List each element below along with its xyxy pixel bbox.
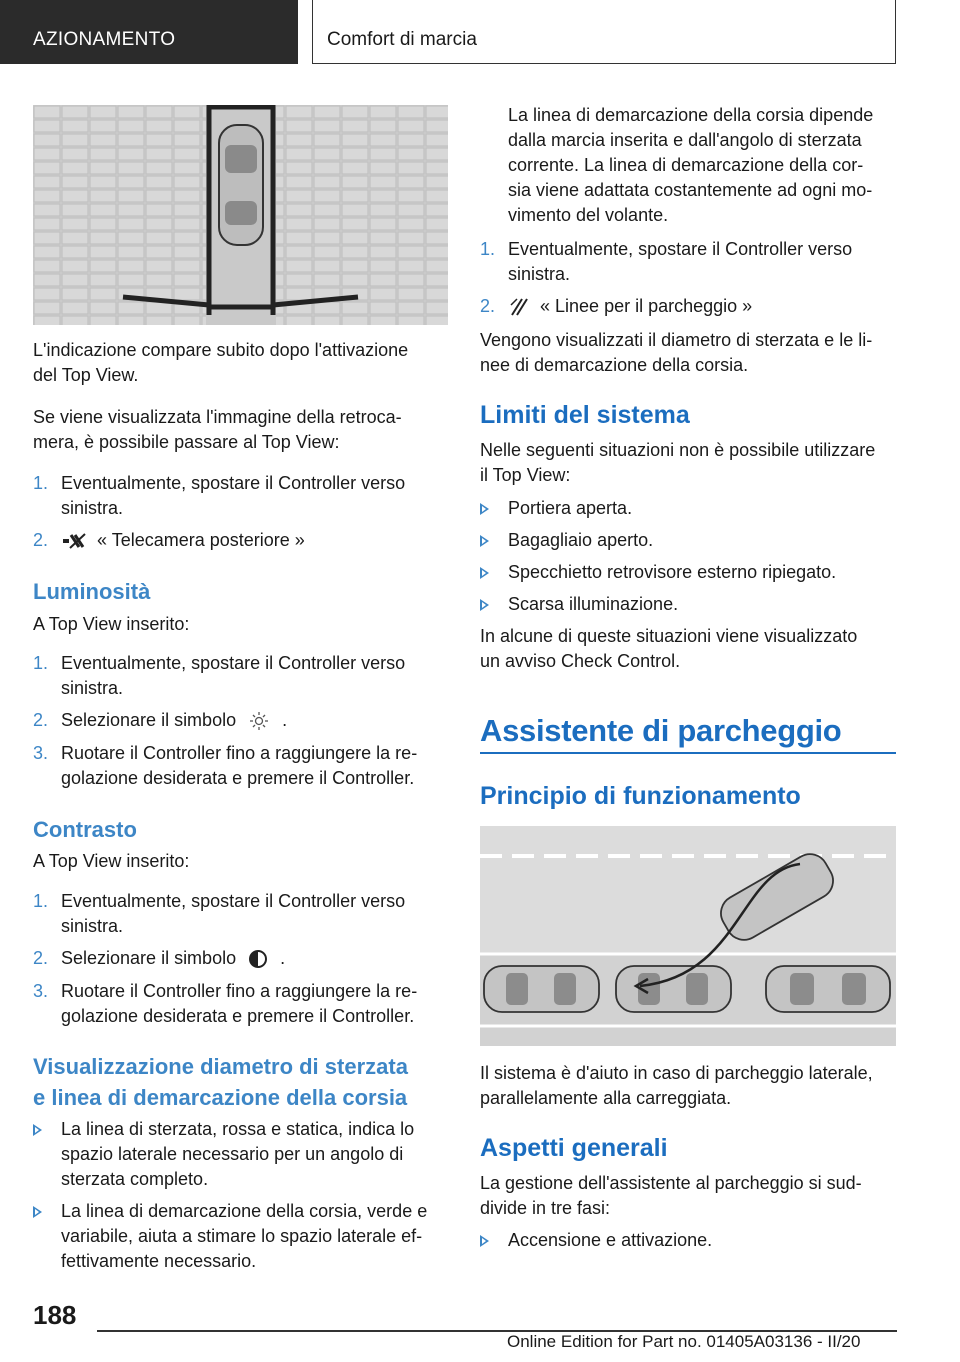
continued-text: La linea di demarcazione della corsia dipende dalla marcia inserita e dall'angolo di sterzata corrente. La linea di demarcazione della cor- sia viene adattata costantemente ad ogni mo- vimento del volante. bbox=[508, 105, 874, 225]
intro-text: Se viene visualizzata l'immagine della retroca- mera, è possibile passare al Top View: bbox=[33, 407, 402, 452]
contrast-icon bbox=[246, 948, 270, 970]
bullet-marker-icon bbox=[480, 1235, 489, 1247]
general-desc: La gestione dell'assistente al parcheggio si sud- divide in tre fasi: bbox=[480, 1173, 862, 1218]
heading-contrast: Contrasto bbox=[33, 817, 137, 842]
bullet-marker-icon bbox=[480, 503, 489, 515]
parallel-parking-diagram bbox=[480, 826, 896, 1046]
heading-general: Aspetti generali bbox=[480, 1134, 668, 1162]
bullet-marker-icon bbox=[480, 599, 489, 611]
heading-principle: Principio di funzionamento bbox=[480, 782, 801, 810]
limits-intro: Nelle seguenti situazioni non è possibile utilizzare il Top View: bbox=[480, 440, 876, 485]
heading-system-limits: Limiti del sistema bbox=[480, 401, 690, 429]
limits-note: In alcune di queste situazioni viene visualizzato un avviso Check Control. bbox=[480, 626, 858, 671]
brightness-intro: A Top View inserito: bbox=[33, 614, 190, 634]
principle-desc: Il sistema è d'aiuto in caso di parcheggio laterale, parallelamente alla carreggiata. bbox=[480, 1063, 873, 1108]
heading-brightness: Luminosità bbox=[33, 579, 151, 604]
top-view-parking-image bbox=[33, 105, 448, 325]
contrast-intro: A Top View inserito: bbox=[33, 851, 190, 871]
chapter-title: Comfort di marcia bbox=[327, 29, 477, 50]
parking-lines-icon bbox=[508, 297, 530, 317]
bullet-marker-icon bbox=[33, 1124, 42, 1136]
edition-text: Online Edition for Part no. 01405A03136 - II/20 bbox=[507, 1332, 861, 1351]
section-title: AZIONAMENTO bbox=[33, 29, 176, 50]
shown-text: Vengono visualizzati il diametro di sterzata e le li- nee di demarcazione della corsia. bbox=[480, 330, 873, 375]
page-number: 188 bbox=[33, 1300, 77, 1330]
heading-rule bbox=[480, 752, 896, 754]
chapter-heading: Assistente di parcheggio bbox=[480, 713, 842, 748]
bullet-marker-icon bbox=[480, 535, 489, 547]
brightness-icon bbox=[246, 710, 272, 732]
heading-display: Visualizzazione diametro di sterzata e linea di demarcazione della corsia bbox=[33, 1054, 408, 1110]
rear-camera-icon bbox=[61, 531, 87, 551]
bullet-marker-icon bbox=[480, 567, 489, 579]
caption: L'indicazione compare subito dopo l'attivazione del Top View. bbox=[33, 340, 409, 385]
chapter-tab bbox=[312, 0, 896, 64]
section-tab bbox=[0, 0, 298, 64]
bullet-marker-icon bbox=[33, 1206, 42, 1218]
